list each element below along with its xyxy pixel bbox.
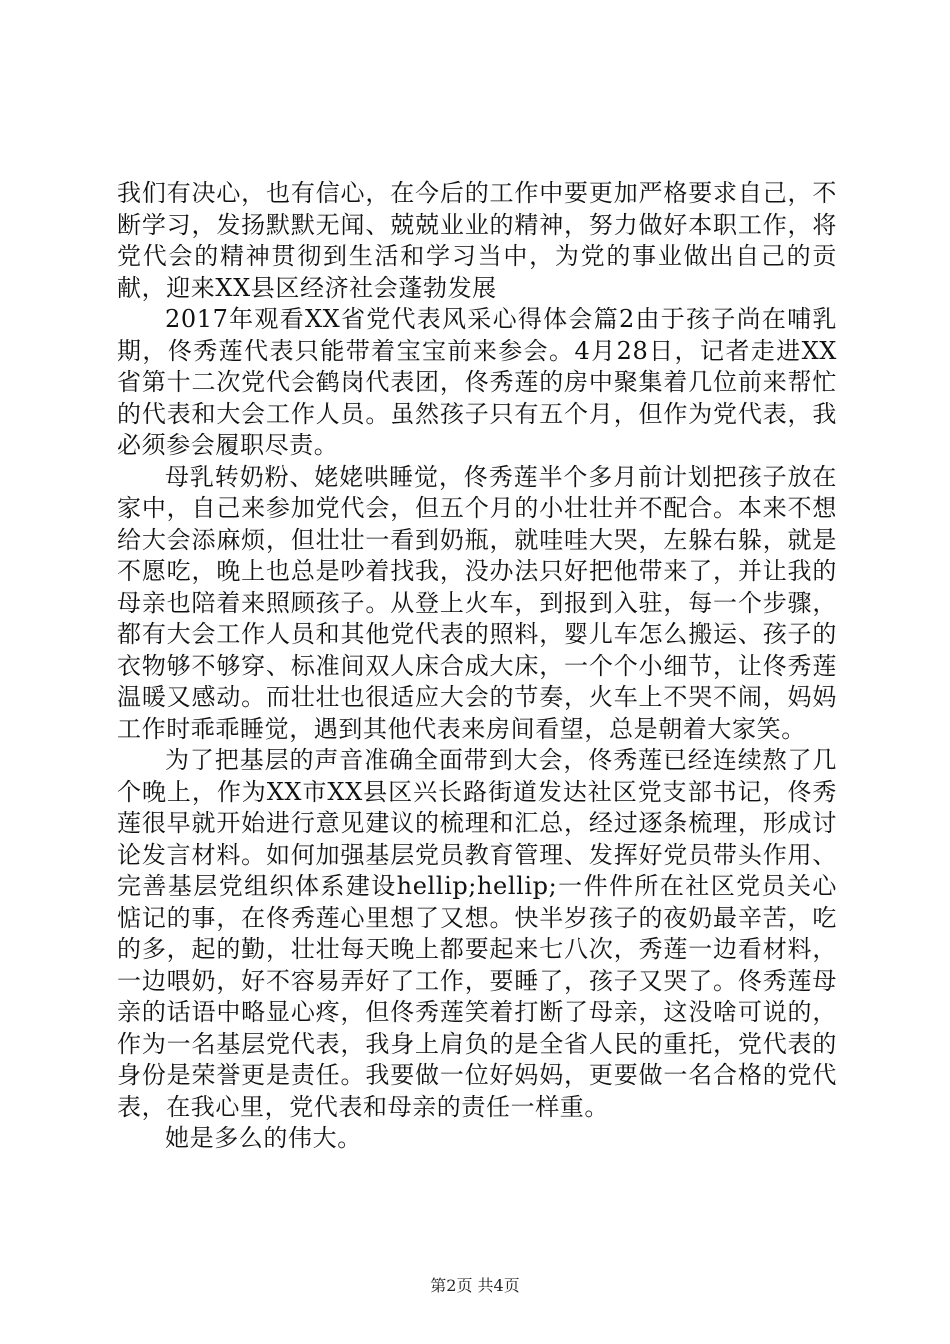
paragraph: 2017年观看XX省党代表风采心得体会篇2由于孩子尚在哺乳期，佟秀莲代表只能带着宝宝前来参会。4月28日，记者走进XX省第十二次党代会鹤岗代表团，佟秀莲的房中聚集着几位前来帮忙的代表和大会工作人员。虽然孩子只有五个月，但作为党代表，我必须参会履职尽责。: [117, 305, 837, 459]
paragraph: 为了把基层的声音准确全面带到大会，佟秀莲已经连续熬了几个晚上，作为XX市XX县区兴长路街道发达社区党支部书记，佟秀莲很早就开始进行意见建议的梳理和汇总，经过逐条梳理，形成讨论发言材料。如何加强基层党员教育管理、发挥好党员带头作用、完善基层党组织体系建设hellip;hellip;一件件所在社区党员关心惦记的事，在佟秀莲心里想了又想。快半岁孩子的夜奶最辛苦，吃的多，起的勤，壮壮每天晚上都要起来七八次，秀莲一边看材料，一边喂奶，好不容易弄好了工作，要睡了，孩子又哭了。佟秀莲母亲的话语中略显心疼，但佟秀莲笑着打断了母亲，这没啥可说的，作为一名基层党代表，我身上肩负的是全省人民的重托，党代表的身份是荣誉更是责任。我要做一位好妈妈，更要做一名合格的党代表，在我心里，党代表和母亲的责任一样重。: [117, 746, 837, 1121]
page-number-footer: 第2页 共4页: [430, 1276, 520, 1295]
document-body: [117, 178, 837, 1155]
paragraph: 她是多么的伟大。: [165, 1124, 362, 1152]
paragraph: 母乳转奶粉、姥姥哄睡觉，佟秀莲半个多月前计划把孩子放在家中，自己来参加党代会，但五个月的小壮壮并不配合。本来不想给大会添麻烦，但壮壮一看到奶瓶，就哇哇大哭，左躲右躲，就是不愿吃，晚上也总是吵着找我，没办法只好把他带来了，并让我的母亲也陪着来照顾孩子。从登上火车，到报到入驻，每一个步骤，都有大会工作人员和其他党代表的照料，婴儿车怎么搬运、孩子的衣物够不够穿、标准间双人床合成大床，一个个小细节，让佟秀莲温暖又感动。而壮壮也很适应大会的节奏，火车上不哭不闹，妈妈工作时乖乖睡觉，遇到其他代表来房间看望，总是朝着大家笑。: [117, 462, 837, 743]
paragraph: 我们有决心，也有信心，在今后的工作中要更加严格要求自己，不断学习，发扬默默无闻、兢兢业业的精神，努力做好本职工作，将党代会的精神贯彻到生活和学习当中，为党的事业做出自己的贡献，迎来XX县区经济社会蓬勃发展: [117, 179, 837, 302]
